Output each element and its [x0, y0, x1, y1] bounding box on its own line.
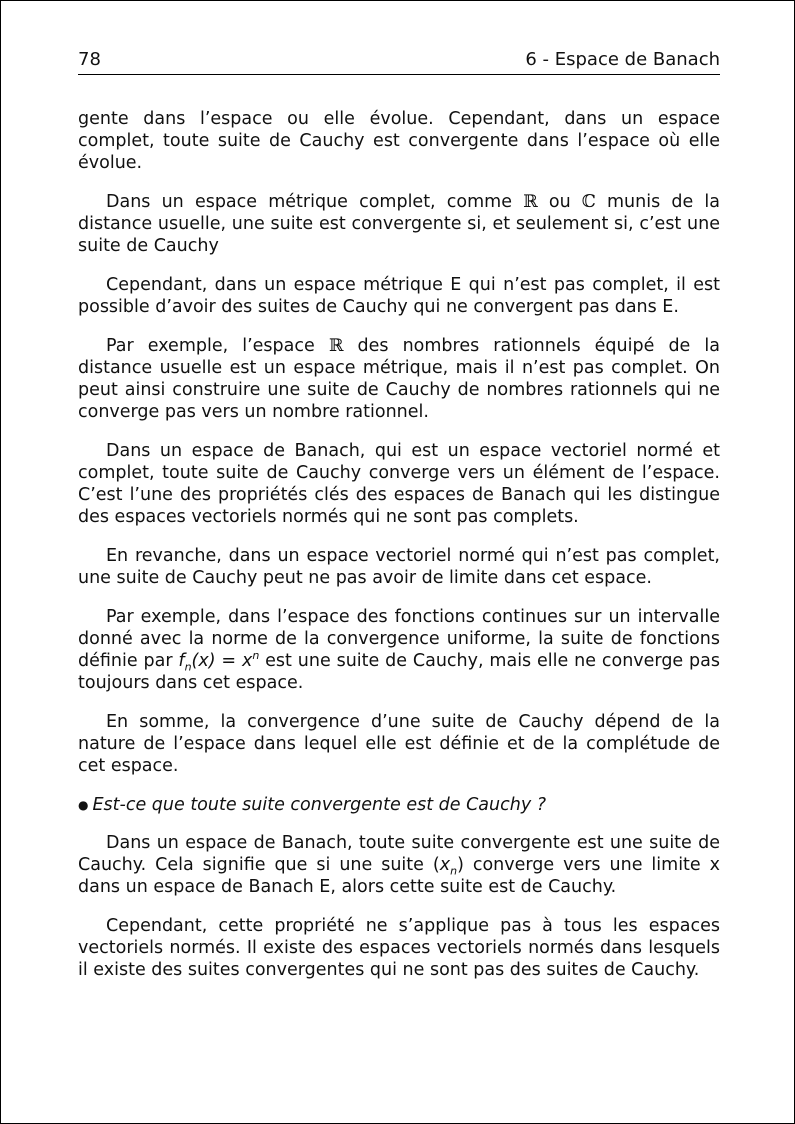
complex-symbol: ℂ — [581, 192, 596, 212]
paragraph-function-example: Par exemple, dans l’espace des fonctions continues sur un intervalle donné avec la norme de la convergence uniforme, la suite de fonctions définie par $f_n(x) = x^n$ est une suite de Cauchy, mais elle ne converge pas toujours dans cet espace. — [78, 607, 721, 693]
paragraph-complete-metric-space: Dans un espace métrique complet, comme ℝ ou ℂ munis de la distance usuelle, une suite est convergente si, et seulement si, c’est une suite de Cauchy — [78, 192, 721, 256]
reals-symbol: ℝ — [523, 192, 538, 212]
question-heading: ● Est-ce que toute suite convergente est de Cauchy ? — [78, 795, 547, 815]
paragraph-summary: En somme, la convergence d’une suite de Cauchy dépend de la nature de l’espace dans lequel elle est définie et de la complétude de cet espace. — [78, 712, 720, 776]
paragraph-convergent-cauchy: Dans un espace de Banach, toute suite convergente est une suite de Cauchy. Cela signifie que si une suite $(x_n)$ converge vers une limite x dans un espace de Banach E, alors cette suite est de Cauchy. — [78, 833, 720, 897]
paragraph-continuation: gente dans l’espace ou elle évolue. Cependant, dans un espace complet, toute suite de Cauchy est convergente dans l’espace où elle évolue. — [78, 109, 720, 173]
chapter-title: 6 - Espace de Banach — [525, 49, 720, 70]
paragraph-banach-space: Dans un espace de Banach, qui est un espace vectoriel normé et complet, toute suite de Cauchy converge vers un élément de l’espace. C’est l’une des propriétés clés des espaces de Banach qui les distingue des espaces vectoriels normés qui ne sont pas complets. — [78, 441, 720, 527]
bullet-icon: ● — [78, 798, 89, 812]
page-body — [78, 108, 720, 998]
page-header — [78, 49, 720, 75]
reals-symbol: ℝ — [328, 336, 344, 356]
paragraph-counter-claim: Cependant, cette propriété ne s’applique pas à tous les espaces vectoriels normés. Il existe des espaces vectoriels normés dans lesquels il existe des suites convergentes qui ne sont pas des suites de Cauchy. — [78, 916, 720, 980]
paragraph-rationals-example: Par exemple, l’espace ℝ des nombres rationnels équipé de la distance usuelle est un espace métrique, mais il n’est pas complet. On peut ainsi construire une suite de Cauchy de nombres rationnels qui ne converge pas vers un nombre rationnel. — [78, 336, 720, 422]
paragraph-normed-space: En revanche, dans un espace vectoriel normé qui n’est pas complet, une suite de Cauchy peut ne pas avoir de limite dans cet espace. — [78, 546, 720, 588]
page-number: 78 — [78, 49, 101, 70]
paragraph-incomplete-space: Cependant, dans un espace métrique E qui n’est pas complet, il est possible d’avoir des suites de Cauchy qui ne convergent pas dans E. — [78, 275, 720, 317]
